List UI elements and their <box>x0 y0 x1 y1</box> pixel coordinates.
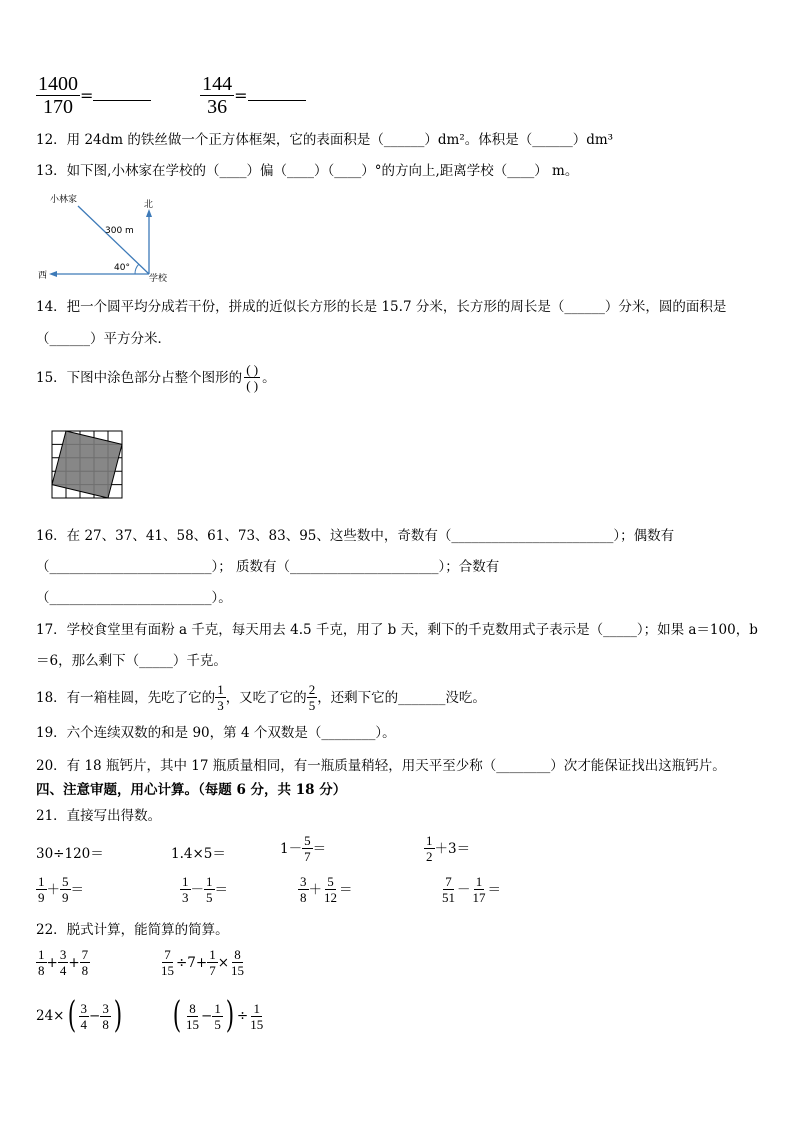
fraction-1-3: $\frac{1}{3}$ <box>217 682 224 713</box>
angle-arc <box>135 264 139 274</box>
answer-blank[interactable] <box>93 86 151 101</box>
fraction-1-2: $\frac{1}{2}$ <box>426 833 433 864</box>
q21-item-3: 1－ $\frac{5}{7}$ ＝ <box>280 833 327 864</box>
left-paren: ( <box>67 995 76 1036</box>
question-13: 13．如下图,小林家在学校的（____）偏（____）（____）°的方向上,距离学校（____） m。 <box>36 163 579 179</box>
question-16-line3: （________________________）。 <box>36 590 232 606</box>
blank-fraction[interactable]: $\frac{( )}{( )}$ <box>246 362 259 393</box>
question-16-line2: （________________________）； 质数有（______________________）；合数有 <box>36 559 500 575</box>
school-label: 学校 <box>149 274 168 284</box>
question-17-line1: 17．学校食堂里有面粉 a 千克，每天用去 4.5 千克，用了 b 天，剩下的千克数用式子表示是（_____）；如果 a＝100，b <box>36 622 758 638</box>
left-paren: ( <box>172 995 182 1036</box>
top-fractions: $\frac{1400}{170}$ = $\frac{144}{36}$ = <box>36 74 306 117</box>
q22-expr-2: $\frac{7}{15}$ ÷7+ $\frac{1}{7}$ × $\frac{8}{15}$ <box>161 947 245 978</box>
question-22: 22．脱式计算，能简算的简算。 <box>36 922 229 938</box>
angle-label: 40° <box>114 263 130 273</box>
shaded-grid-figure <box>51 430 123 500</box>
q21-item-4: $\frac{1}{2}$ ＋3＝ <box>426 833 471 864</box>
q21-item-7: $\frac{3}{8}$ ＋ $\frac{5}{12}$ ＝ <box>300 874 353 905</box>
question-20: 20．有 18 瓶钙片，其中 17 瓶质量相同，有一瓶质量稍轻，用天平至少称（________）次才能保证找出这瓶钙片。 <box>36 758 726 774</box>
answer-blank[interactable] <box>248 86 306 101</box>
q21-item-1: 30÷120＝ <box>36 846 104 862</box>
distance-label: 300 m <box>105 226 134 236</box>
question-19: 19．六个连续双数的和是 90，第 4 个双数是（________）。 <box>36 725 396 741</box>
question-14-line1: 14．把一个圆平均分成若干份，拼成的近似长方形的长是 15.7 分米，长方形的周长是（______）分米，圆的面积是 <box>36 299 727 315</box>
q22-expr-4: ( $\frac{8}{15}$ − $\frac{1}{5}$ ) ÷ $\frac{1}{15}$ <box>172 995 264 1036</box>
question-14-line2: （______）平方分米． <box>36 331 171 347</box>
question-15: 15．下图中涂色部分占整个图形的 $\frac{( )}{( )}$ 。 <box>36 362 276 393</box>
question-16-line1: 16．在 27、37、41、58、61、73、83、95、这些数中，奇数有（________________________）；偶数有 <box>36 528 675 544</box>
fraction-144-36: $\frac{144}{36}$ <box>202 73 233 118</box>
shaded-square <box>52 431 122 498</box>
q21-item-8: $\frac{7}{51}$ － $\frac{1}{17}$ ＝ <box>442 874 501 905</box>
q22-expr-3: 24× ( $\frac{3}{4}$ − $\frac{3}{8}$ ) <box>36 995 123 1036</box>
home-label: 小林家 <box>50 195 78 205</box>
question-21: 21．直接写出得数。 <box>36 808 162 824</box>
question-12: 12．用 24dm 的铁丝做一个正方体框架，它的表面积是（______）dm²。体积是（______）dm³ <box>36 132 614 148</box>
question-17-line2: ＝6，那么剩下（_____）千克。 <box>36 653 227 669</box>
section-4-heading: 四、注意审题，用心计算。（每题 6 分，共 18 分） <box>36 782 347 798</box>
q21-item-6: $\frac{1}{3}$ － $\frac{1}{5}$ ＝ <box>182 874 228 905</box>
north-arrowhead <box>146 209 152 217</box>
north-label: 北 <box>144 200 154 210</box>
fraction-5-7: $\frac{5}{7}$ <box>304 833 311 864</box>
west-label: 西 <box>38 271 48 281</box>
fraction-2-5: $\frac{2}{5}$ <box>308 682 316 713</box>
direction-diagram <box>36 190 196 285</box>
q22-expr-1: $\frac{1}{8}$ + $\frac{3}{4}$ + $\frac{7}{8}$ <box>38 947 89 978</box>
right-paren: ) <box>113 995 123 1036</box>
question-18: 18．有一箱桂圆，先吃了它的 $\frac{1}{3}$ ，又吃了它的 $\frac{2}{5}$ ，还剩下它的_______没吃。 <box>36 682 486 713</box>
q21-item-5: $\frac{1}{9}$ ＋ $\frac{5}{9}$ ＝ <box>38 874 84 905</box>
fraction-1400-170: $\frac{1400}{170}$ <box>38 73 78 118</box>
q21-item-2: 1.4×5＝ <box>171 846 226 862</box>
west-arrowhead <box>49 271 57 277</box>
right-paren: ) <box>225 995 235 1036</box>
